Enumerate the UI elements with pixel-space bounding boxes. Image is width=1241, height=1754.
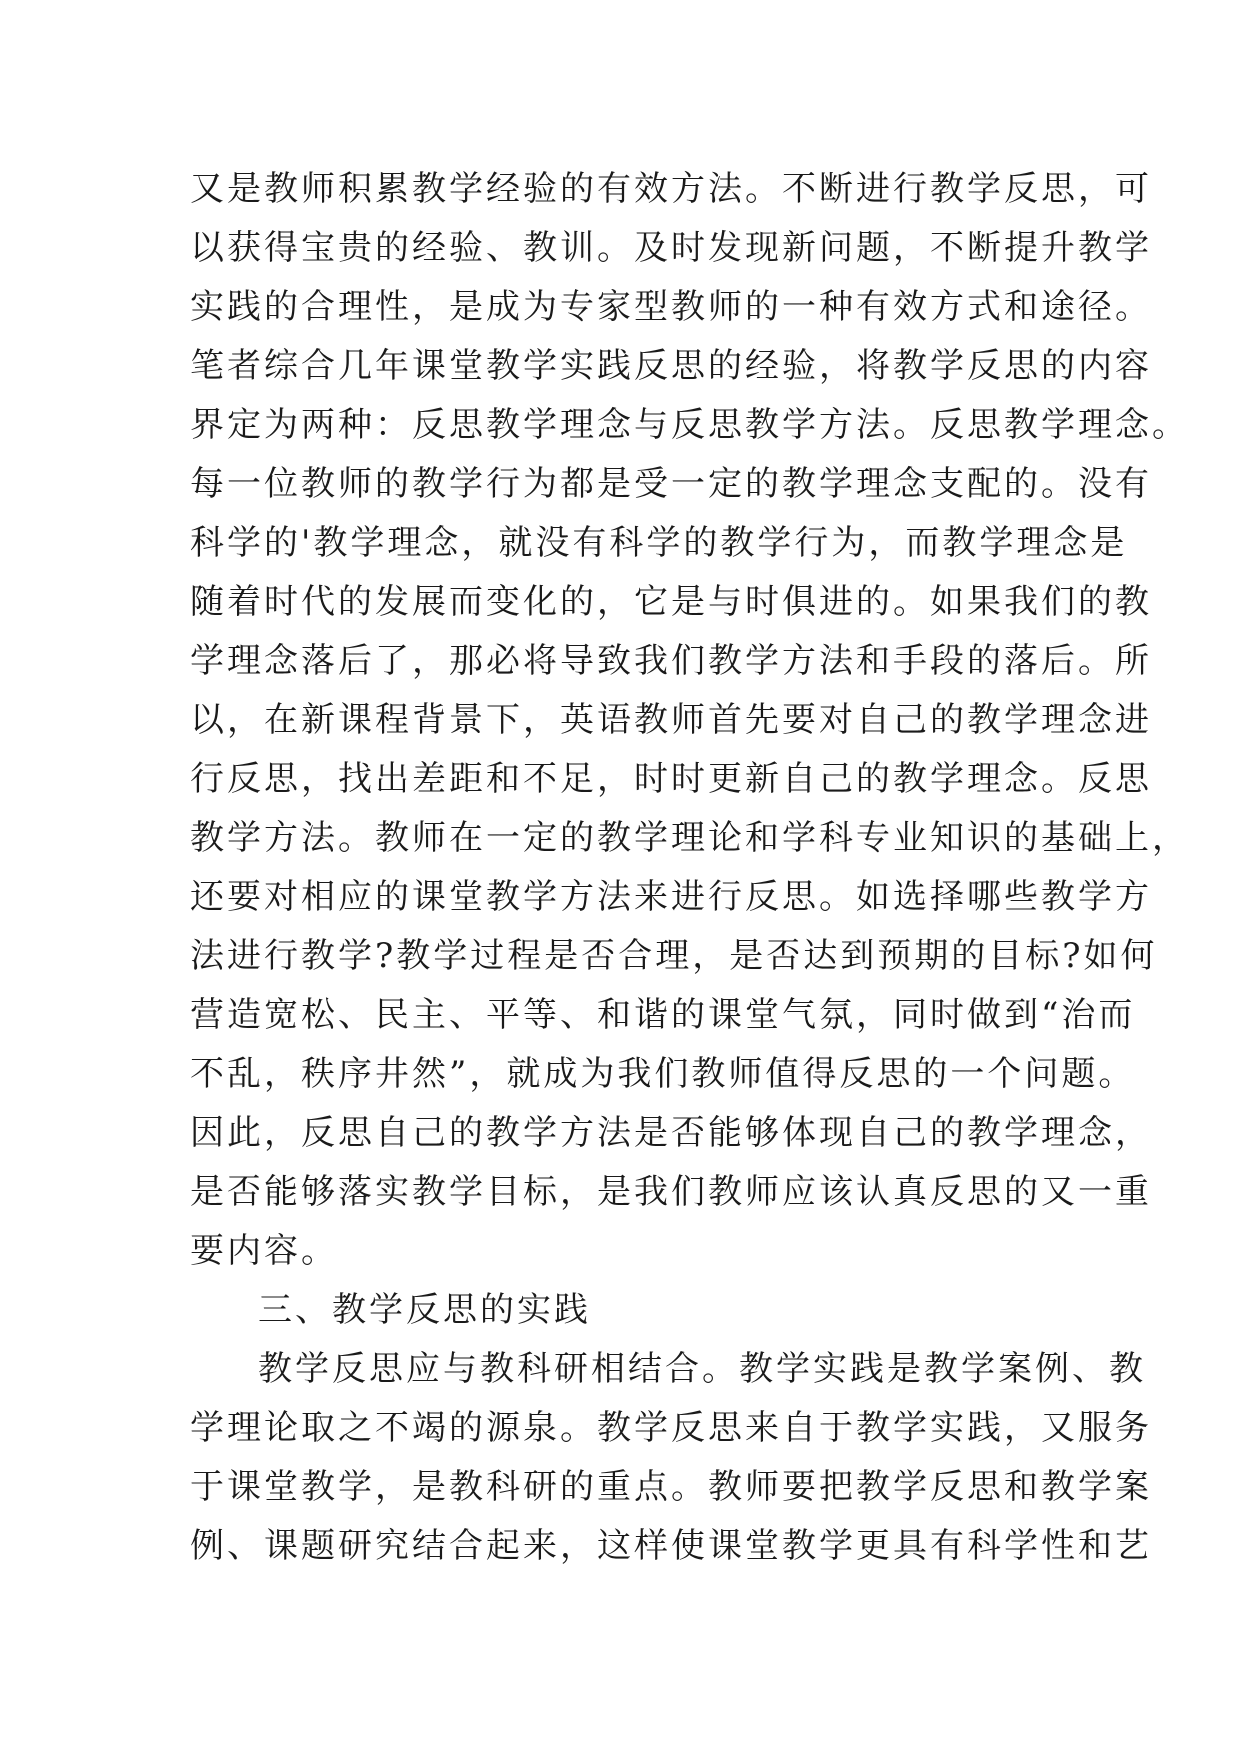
text-line: 实践的合理性，是成为专家型教师的一种有效方式和途径。: [190, 287, 1152, 327]
text-line: 每一位教师的教学行为都是受一定的教学理念支配的。没有: [190, 464, 1152, 504]
text-line: 界定为两种：反思教学理念与反思教学方法。反思教学理念。: [190, 405, 1189, 445]
text-line: 还要对相应的课堂教学方法来进行反思。如选择哪些教学方: [190, 877, 1152, 917]
text-line: 学理论取之不竭的源泉。教学反思来自于教学实践，又服务: [190, 1408, 1152, 1448]
text-line: 例、课题研究结合起来，这样使课堂教学更具有科学性和艺: [190, 1526, 1152, 1566]
text-line: 科学的'教学理念，就没有科学的教学行为，而教学理念是: [190, 523, 1128, 563]
text-line: 因此，反思自己的教学方法是否能够体现自己的教学理念，: [190, 1113, 1152, 1153]
paragraph-first-line: 教学反思应与教科研相结合。教学实践是教学案例、教: [258, 1349, 1146, 1389]
section-heading: 三、教学反思的实践: [258, 1290, 591, 1330]
text-line: 法进行教学?教学过程是否合理，是否达到预期的目标?如何: [190, 936, 1158, 976]
text-line: 笔者综合几年课堂教学实践反思的经验，将教学反思的内容: [190, 346, 1152, 386]
text-line: 教学方法。教师在一定的教学理论和学科专业知识的基础上，: [190, 818, 1189, 858]
text-line: 行反思，找出差距和不足，时时更新自己的教学理念。反思: [190, 759, 1152, 799]
text-line: 要内容。: [190, 1231, 338, 1271]
text-line: 以，在新课程背景下，英语教师首先要对自己的教学理念进: [190, 700, 1152, 740]
text-line: 又是教师积累教学经验的有效方法。不断进行教学反思，可: [190, 169, 1152, 209]
text-line: 随着时代的发展而变化的，它是与时俱进的。如果我们的教: [190, 582, 1152, 622]
text-line: 是否能够落实教学目标，是我们教师应该认真反思的又一重: [190, 1172, 1152, 1212]
text-line: 营造宽松、民主、平等、和谐的课堂气氛，同时做到“治而: [190, 995, 1136, 1035]
body-text: [190, 160, 1189, 1576]
text-line: 以获得宝贵的经验、教训。及时发现新问题，不断提升教学: [190, 228, 1152, 268]
text-line: 于课堂教学，是教科研的重点。教师要把教学反思和教学案: [190, 1467, 1152, 1507]
text-line: 不乱，秩序井然”，就成为我们教师值得反思的一个问题。: [190, 1054, 1136, 1094]
text-line: 学理念落后了，那必将导致我们教学方法和手段的落后。所: [190, 641, 1152, 681]
